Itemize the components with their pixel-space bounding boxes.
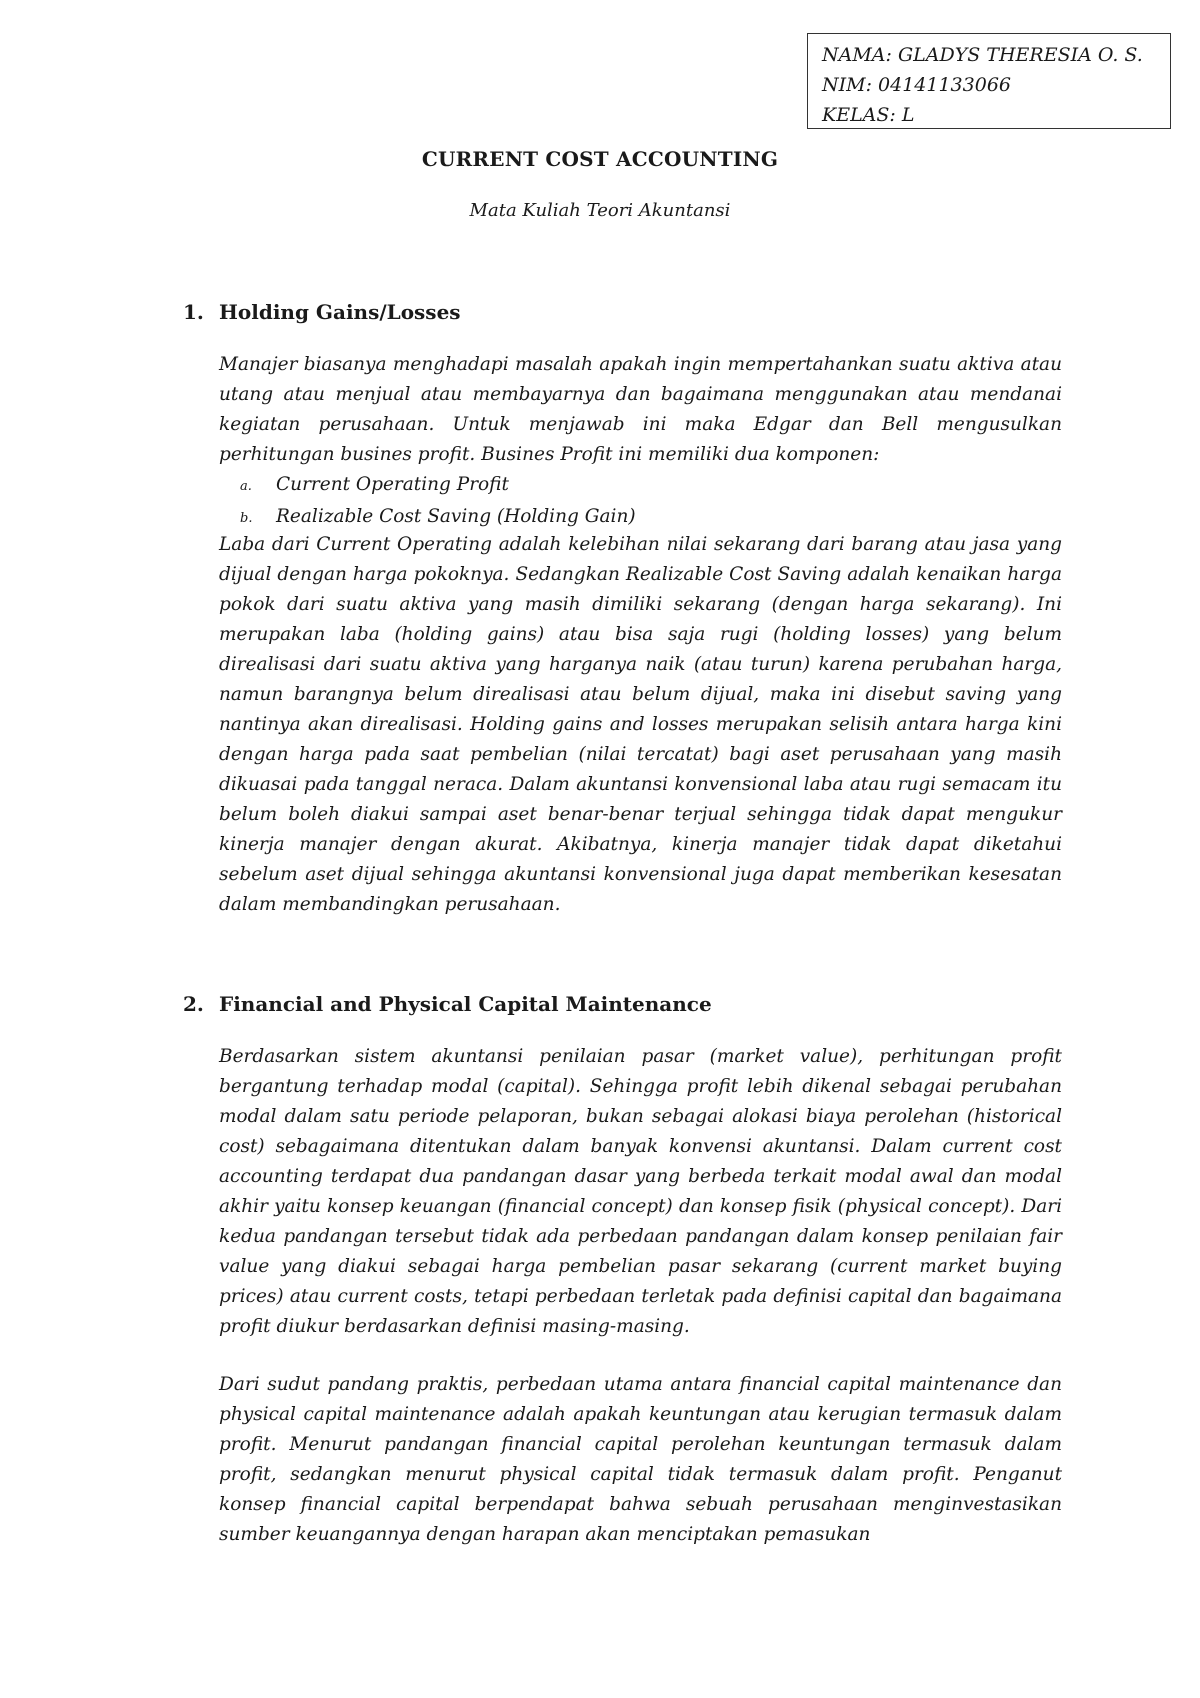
section-2-heading <box>183 992 712 1016</box>
section-1-title: Holding Gains/Losses <box>219 300 461 324</box>
list-item <box>240 470 636 502</box>
section-2-paragraph-1: Berdasarkan sistem akuntansi penilaian pasar (market value), perhitungan profit bergantung terhadap modal (capital). Sehingga profit lebih dikenal sebagai perubahan modal dalam satu periode pelaporan, bukan sebagai alokasi biaya perolehan (historical cost) sebagaimana ditentukan dalam banyak konvensi akuntansi. Dalam current cost accounting terdapat dua pandangan dasar yang berbeda terkait modal awal dan modal akhir yaitu konsep keuangan (financial concept) dan konsep fisik (physical concept). Dari kedua pandangan tersebut tidak ada perbedaan pandangan dalam konsep penilaian fair value yang diakui sebagai harga pembelian pasar sekarang (current market buying prices) atau current costs, tetapi perbedaan terletak pada definisi capital dan bagaimana profit diukur berdasarkan definisi masing-masing. <box>219 1046 1062 1337</box>
section-2-title: Financial and Physical Capital Maintenance <box>219 992 712 1016</box>
student-class: KELAS: L <box>822 104 915 126</box>
document-title: CURRENT COST ACCOUNTING <box>421 147 779 171</box>
section-2-paragraph-2: Dari sudut pandang praktis, perbedaan utama antara financial capital maintenance dan physical capital maintenance adalah apakah keuntungan atau kerugian termasuk dalam profit. Menurut pandangan financial capital perolehan keuntungan termasuk dalam profit, sedangkan menurut physical capital tidak termasuk dalam profit. Penganut konsep financial capital berpendapat bahwa sebuah perusahaan menginvestasikan sumber keuangannya dengan harapan akan menciptakan pemasukan <box>219 1374 1062 1545</box>
section-1-heading <box>183 300 461 324</box>
section-1-body-paragraph: Laba dari Current Operating adalah kelebihan nilai sekarang dari barang atau jasa yang dijual dengan harga pokoknya. Sedangkan Realizable Cost Saving adalah kenaikan harga pokok dari suatu aktiva yang masih dimiliki sekarang (dengan harga sekarang). Ini merupakan laba (holding gains) atau bisa saja rugi (holding losses) yang belum direalisasi dari suatu aktiva yang harganya naik (atau turun) karena perubahan harga, namun barangnya belum direalisasi atau belum dijual, maka ini disebut saving yang nantinya akan direalisasi. Holding gains and losses merupakan selisih antara harga kini dengan harga pada saat pembelian (nilai tercatat) bagi aset perusahaan yang masih dikuasai pada tanggal neraca. Dalam akuntansi konvensional laba atau rugi semacam itu belum boleh diakui sampai aset benar-benar terjual sehingga tidak dapat mengukur kinerja manajer dengan akurat. Akibatnya, kinerja manajer tidak dapat diketahui sebelum aset dijual sehingga akuntansi konvensional juga dapat memberikan kesesatan dalam membandingkan perusahaan. <box>219 534 1062 915</box>
section-1-component-list <box>240 470 636 534</box>
student-name: NAMA: GLADYS THERESIA O. S. <box>822 44 1143 66</box>
student-id-number: NIM: 04141133066 <box>822 74 1011 96</box>
student-identity-box <box>807 33 1171 129</box>
list-item-text: Current Operating Profit <box>276 474 509 495</box>
list-item-text: Realizable Cost Saving (Holding Gain) <box>276 506 636 527</box>
list-marker: b. <box>240 511 253 526</box>
section-1-intro-paragraph: Manajer biasanya menghadapi masalah apakah ingin mempertahankan suatu aktiva atau utang atau menjual atau membayarnya dan bagaimana menggunakan atau mendanai kegiatan perusahaan. Untuk menjawab ini maka Edgar dan Bell mengusulkan perhitungan busines profit. Busines Profit ini memiliki dua komponen: <box>219 354 1062 465</box>
document-subtitle: Mata Kuliah Teori Akuntansi <box>469 200 731 221</box>
section-1-number: 1. <box>183 300 204 324</box>
list-marker: a. <box>240 479 252 494</box>
section-2-number: 2. <box>183 992 204 1016</box>
